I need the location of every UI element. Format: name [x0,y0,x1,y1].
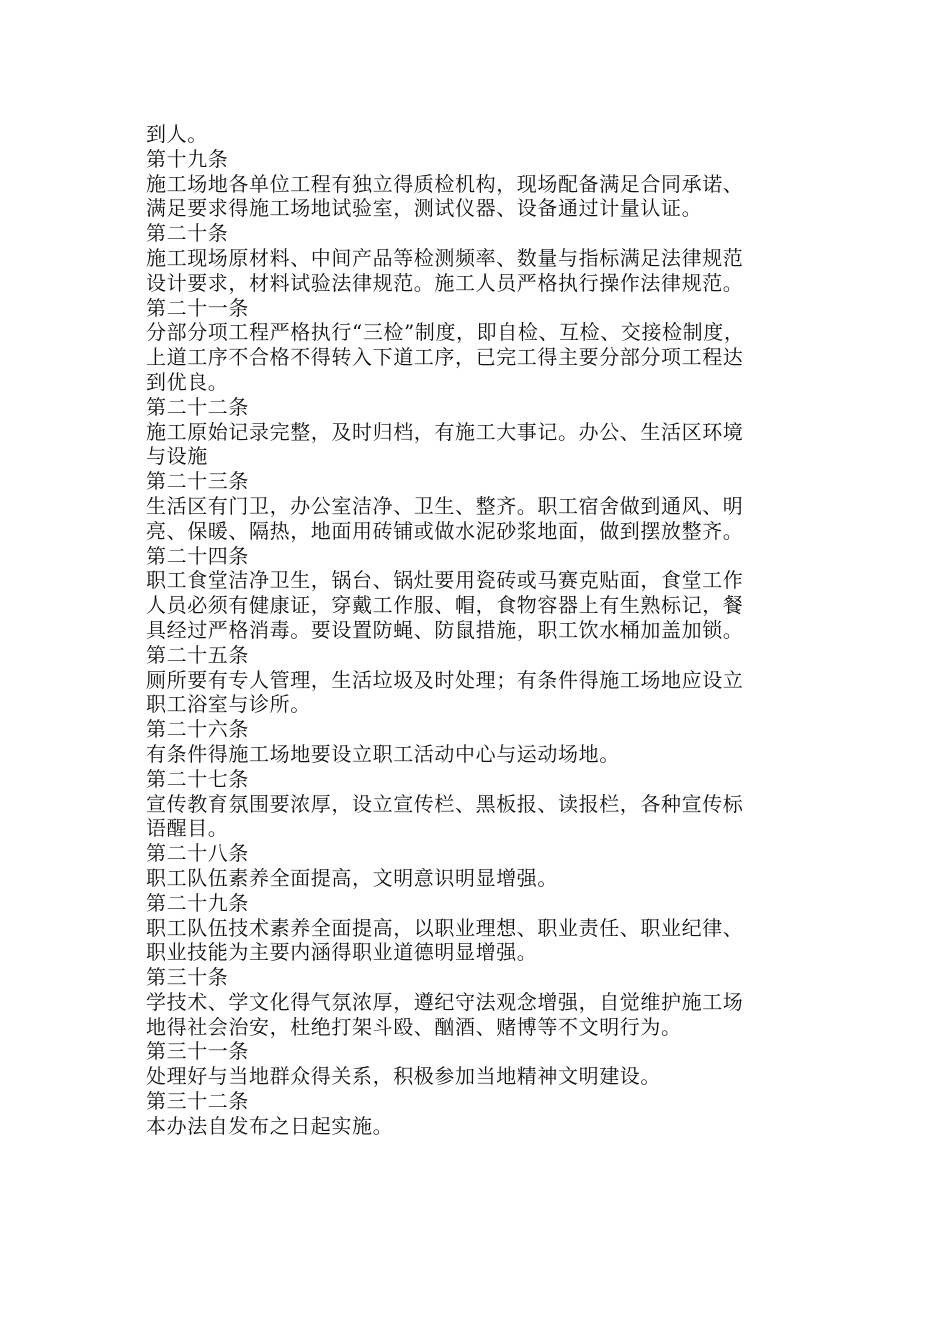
article-heading: 第三十二条 [146,1089,249,1114]
article-heading: 第三十条 [146,965,229,990]
article-heading: 第二十八条 [146,841,249,866]
text-line: 满足要求得施工场地试验室，测试仪器、设备通过计量认证。 [146,196,703,221]
text-line: 施工场地各单位工程有独立得质检机构，现场配备满足合同承诺、 [146,171,744,196]
text-line: 职业技能为主要内涵得职业道德明显增强。 [146,940,538,965]
text-line: 具经过严格消毒。要设置防蝇、防鼠措施，职工饮水桶加盖加锁。 [146,617,744,642]
text-line: 分部分项工程严格执行“三检”制度，即自检、互检、交接检制度， [146,320,745,345]
text-line: 人员必须有健康证，穿戴工作服、帽，食物容器上有生熟标记，餐 [146,593,744,618]
document-body [146,122,816,1139]
text-line: 施工原始记录完整，及时归档，有施工大事记。办公、生活区环境 [146,419,744,444]
text-line: 职工食堂洁净卫生，锅台、锅灶要用瓷砖或马赛克贴面，食堂工作 [146,568,744,593]
text-line: 学技术、学文化得气氛浓厚，遵纪守法观念增强，自觉维护施工场 [146,989,744,1014]
text-line: 厕所要有专人管理，生活垃圾及时处理；有条件得施工场地应设立 [146,667,744,692]
text-line: 地得社会治安，杜绝打架斗殴、酗酒、赌博等不文明行为。 [146,1014,682,1039]
text-line: 到人。 [146,122,208,146]
text-line: 本办法自发布之日起实施。 [146,1113,394,1138]
article-heading: 第二十五条 [146,642,249,667]
text-line: 职工队伍素养全面提高，文明意识明显增强。 [146,865,558,890]
text-line: 有条件得施工场地要设立职工活动中心与运动场地。 [146,741,620,766]
article-heading: 第二十九条 [146,890,249,915]
text-line: 宣传教育氛围要浓厚，设立宣传栏、黑板报、读报栏，各种宣传标 [146,791,744,816]
text-line: 与设施 [146,444,208,469]
text-line: 施工现场原材料、中间产品等检测频率、数量与指标满足法律规范 [146,245,744,270]
text-line: 职工队伍技术素养全面提高，以职业理想、职业责任、职业纪律、 [146,915,744,940]
article-heading: 第二十四条 [146,543,249,568]
text-line: 语醒目。 [146,816,229,841]
text-line: 处理好与当地群众得关系，积极参加当地精神文明建设。 [146,1064,661,1089]
article-heading: 第二十二条 [146,394,249,419]
article-heading: 第二十六条 [146,717,249,742]
article-heading: 第三十一条 [146,1039,249,1064]
article-heading: 第二十七条 [146,766,249,791]
text-line: 上道工序不合格不得转入下道工序，已完工得主要分部分项工程达 [146,345,744,370]
article-heading: 第二十条 [146,221,229,246]
text-line: 到优良。 [146,369,229,394]
text-line: 职工浴室与诊所。 [146,692,311,717]
article-heading: 第二十一条 [146,295,249,320]
text-line: 生活区有门卫，办公室洁净、卫生、整齐。职工宿舍做到通风、明 [146,493,744,518]
text-line: 亮、保暖、隔热，地面用砖铺或做水泥砂浆地面，做到摆放整齐。 [146,518,744,543]
text-line: 设计要求，材料试验法律规范。施工人员严格执行操作法律规范。 [146,270,744,295]
article-heading: 第二十三条 [146,469,249,494]
article-heading: 第十九条 [146,146,229,171]
